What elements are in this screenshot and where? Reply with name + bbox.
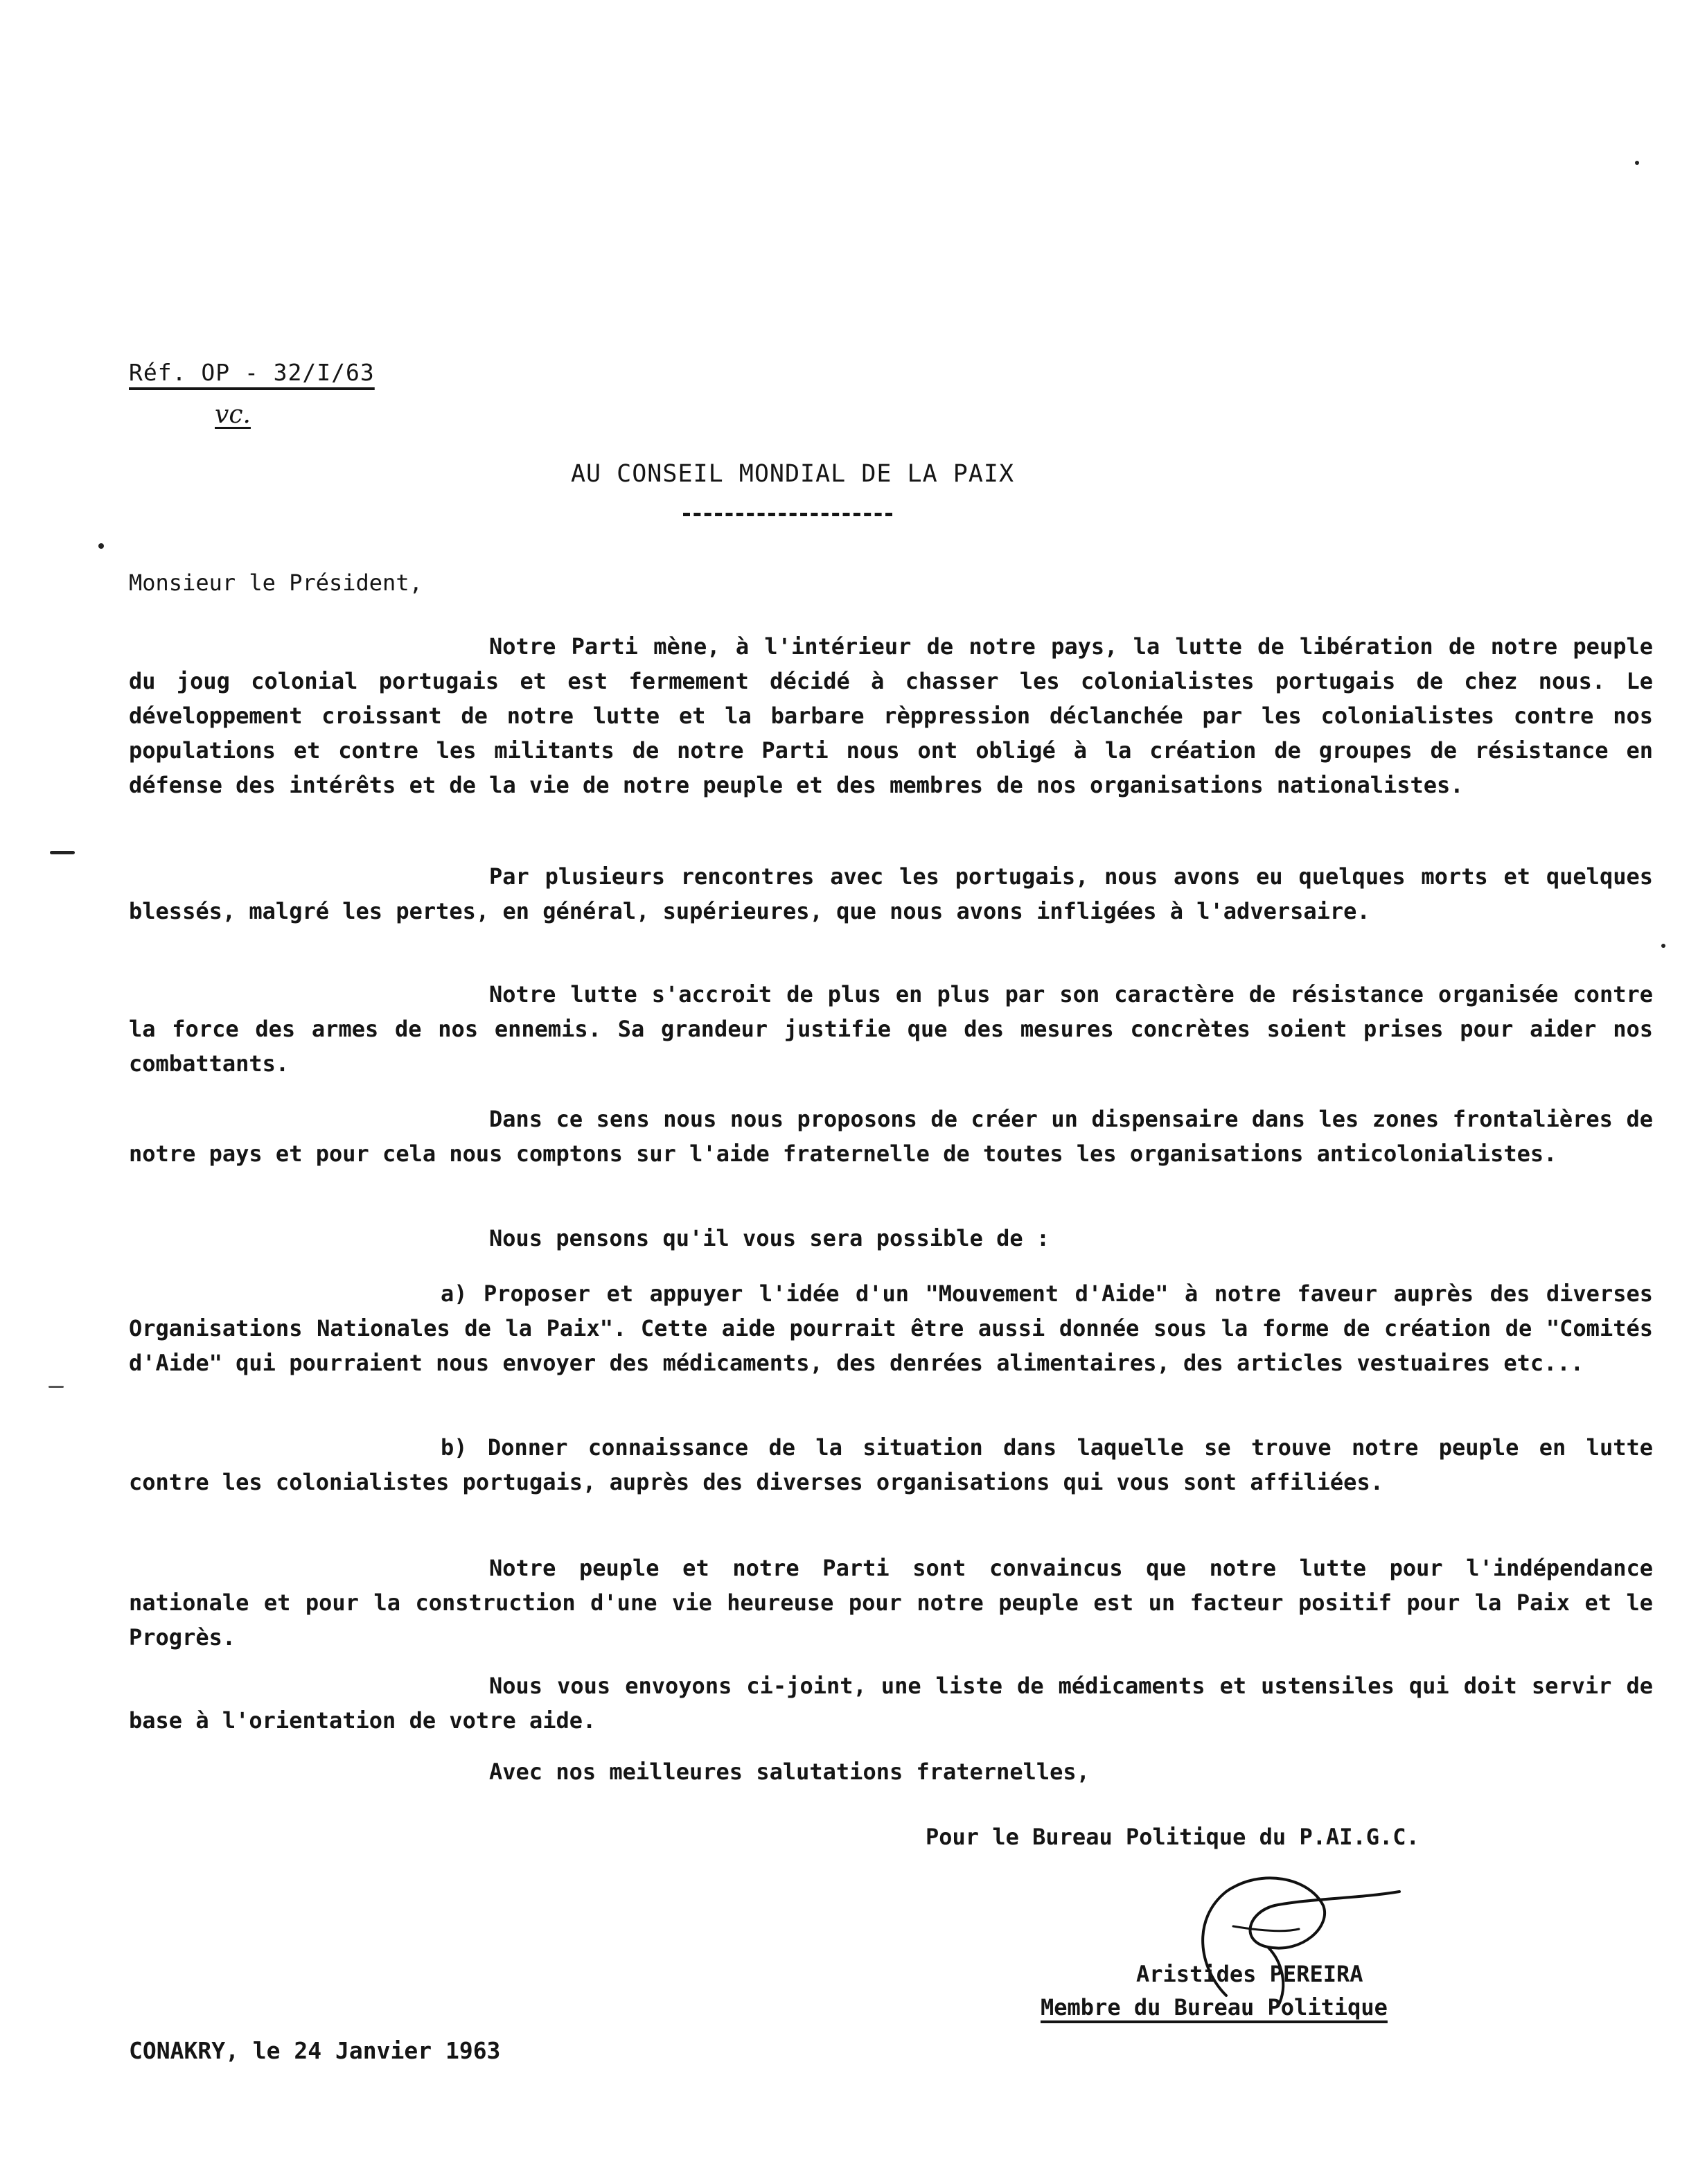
scan-speck	[98, 543, 104, 549]
place-and-date: CONAKRY, le 24 Janvier 1963	[129, 2037, 501, 2064]
paragraph-2: Par plusieurs rencontres avec les portugais, nous avons eu quelques morts et quelques blessés, malgré les pertes, en général, supérieures, que nous avons infligées à l'adversaire.	[129, 863, 1653, 924]
title-underline	[683, 513, 892, 516]
paragraph-4: Dans ce sens nous nous proposons de créer un dispensaire dans les zones frontalières de notre pays et pour cela nous comptons sur l'aide fraternelle de toutes les organisations anticolonialistes.	[129, 1106, 1653, 1167]
scan-speck	[1635, 161, 1639, 165]
scan-mark	[48, 1386, 64, 1388]
handwritten-initials: vc.	[215, 400, 251, 429]
paragraph-5: Nous pensons qu'il vous sera possible de :	[489, 1225, 1050, 1251]
closing-salutation: Avec nos meilleures salutations fraternelles,	[489, 1759, 1090, 1785]
scan-mark	[50, 851, 75, 854]
reference-number: Réf. OP - 32/I/63	[129, 359, 375, 386]
list-item-a: a) Proposer et appuyer l'idée d'un "Mouvement d'Aide" à notre faveur auprès des diverses Organisations Nationales de la Paix". Cette aide pourrait être aussi donnée sous la forme de création de "Comités d'Aide" qui pourraient nous envoyer des médicaments, des denrées alimentaires, des articles vestuaires etc...	[129, 1280, 1653, 1376]
salutation: Monsieur le Président,	[129, 570, 423, 596]
signer-title: Membre du Bureau Politique	[1041, 1994, 1388, 2020]
closing-paragraph-1: Notre peuple et notre Parti sont convaincus que notre lutte pour l'indépendance nationale et pour la construction d'une vie heureuse pour notre peuple est un facteur positif pour la Paix et le Progrès.	[129, 1555, 1653, 1650]
paragraph-3: Notre lutte s'accroit de plus en plus par son caractère de résistance organisée contre la force des armes de nos ennemis. Sa grandeur justifie que des mesures concrètes soient prises pour aider nos combattants.	[129, 981, 1653, 1077]
closing-paragraph-2: Nous vous envoyons ci-joint, une liste de médicaments et ustensiles qui doit servir de base à l'orientation de votre aide.	[129, 1673, 1653, 1734]
list-item-b: b) Donner connaissance de la situation dans laquelle se trouve notre peuple en lutte contre les colonialistes portugais, auprès des diverses organisations qui vous sont affiliées.	[129, 1434, 1653, 1495]
letter-title: AU CONSEIL MONDIAL DE LA PAIX	[570, 460, 1015, 488]
paragraph-1: Notre Parti mène, à l'intérieur de notre pays, la lutte de libération de notre peuple du joug colonial portugais et est fermement décidé à chasser les colonialistes portugais de chez nous. Le développement croissant de notre lutte et la barbare rèppression déclanchée par les colonialistes contre nos populations et contre les militants de notre Parti nous ont obligé à la création de groupes de résistance en défense des intérêts et de la vie de notre peuple et des membres de nos organisations nationalistes.	[129, 633, 1653, 798]
signer-name: Aristides PEREIRA	[1136, 1961, 1363, 1987]
signature-on-behalf: Pour le Bureau Politique du P.AI.G.C.	[926, 1824, 1419, 1850]
scan-speck	[1661, 944, 1665, 948]
handwritten-signature	[1150, 1857, 1413, 2016]
